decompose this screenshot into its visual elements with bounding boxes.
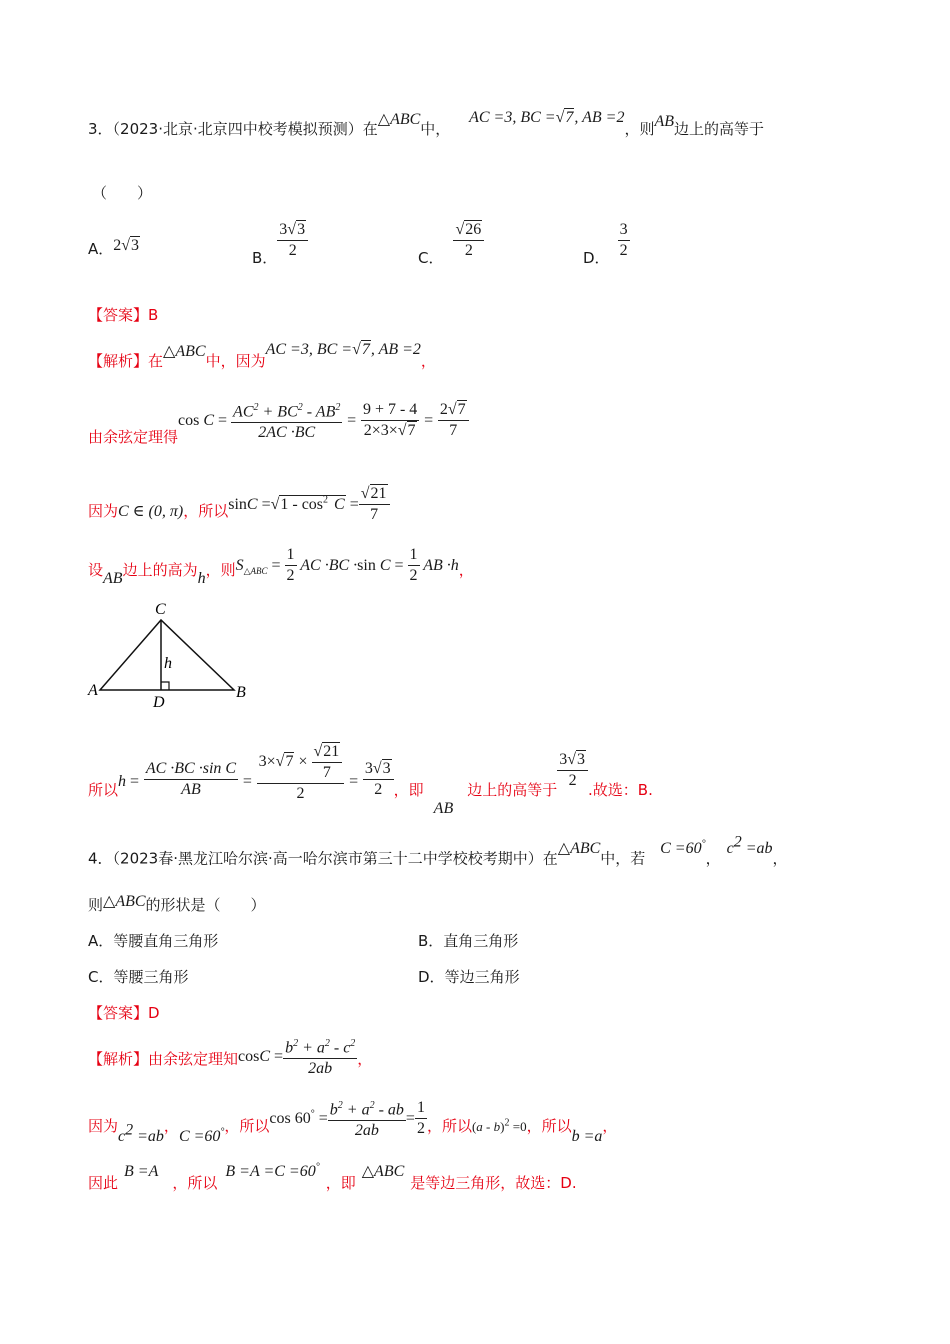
triangle-symbol: △ABC	[103, 893, 146, 910]
q4-stem-line2	[88, 894, 266, 915]
option-value: 等腰三角形	[113, 968, 189, 986]
text: ，所以	[526, 1117, 572, 1136]
text: ，所以	[224, 1117, 270, 1136]
h-formula: h = $\frac{\text{AC ·BC ·sin C}}{AB}$ = 3×√7 × $\frac{√21}{7}$ 2 = $\frac{3√3}{2}$	[118, 742, 394, 804]
text: ，则	[205, 561, 236, 579]
ab-symbol: AB	[433, 800, 454, 817]
triangle-diagram	[84, 598, 254, 710]
option-value: $\frac{√26}{2}$	[453, 220, 484, 261]
text: 由余弦定理得	[88, 428, 179, 446]
text: 边上的高为	[122, 561, 198, 579]
vertex-c-label: C	[155, 601, 166, 618]
q3-analysis-line1: 【解析】在△ABC中，因为AC =3, BC =√7, AB =2，	[88, 341, 436, 370]
text: 则	[88, 896, 104, 914]
option-value: 等边三角形	[444, 968, 520, 986]
formula: C =60°	[178, 1127, 225, 1146]
analysis-label: 【解析】	[88, 1050, 149, 1068]
q4-source: （2023春·黑龙江哈尔滨·高一哈尔滨市第三十二中学校校考期中）在	[112, 849, 558, 868]
text: 由余弦定理知	[148, 1050, 239, 1068]
q4-analysis-line2: 因为$c^2 =ab$，C =60°，所以cos 60° = $\frac{b^2 + a^2 - ab}{2ab}$ = $\frac{1}{2}$ ，所以(a - b)$^2$ =0，所以b =a，	[88, 1096, 617, 1141]
formula: B =A =C =60°	[225, 1161, 320, 1180]
q3-triangle: △ABC	[377, 111, 421, 128]
q3-given-formula: AC =3, BC =√7, AB =2	[469, 109, 625, 126]
q3-tail1: ，则	[624, 120, 655, 138]
q3-ab: AB	[654, 113, 674, 130]
q3-answer: 【答案】B	[88, 306, 159, 324]
option-label: B．	[418, 932, 444, 950]
foot-d-label: D	[153, 694, 165, 710]
q4-analysis-line1: 【解析】由余弦定理知cosC = $\frac{b^2 + a^2 - c^2}{2ab}$ ，	[88, 1034, 372, 1079]
q4-option-c[interactable]	[88, 966, 189, 987]
text: ，所以	[183, 502, 229, 520]
q4-option-b[interactable]	[418, 930, 518, 951]
cosine-formula: cosC = $\frac{b^2 + a^2 - c^2}{2ab}$	[238, 1034, 357, 1079]
option-value: 2√3	[113, 237, 140, 254]
q4-given-formula: C =60°	[660, 839, 706, 858]
text: ，所以	[172, 1174, 218, 1192]
q4-option-a[interactable]	[88, 930, 218, 951]
text: 中，因为	[205, 352, 266, 370]
q3-number: 3．	[88, 120, 113, 138]
option-label: B．	[252, 249, 278, 267]
q4-answer: 【答案】D	[88, 1004, 160, 1022]
option-label: D．	[418, 968, 445, 986]
ab-symbol: AB	[103, 570, 123, 587]
triangle-symbol: △ABC	[163, 343, 206, 360]
q4-number: 4．	[88, 849, 113, 868]
q3-option-b[interactable]	[252, 220, 308, 267]
option-value: $\frac{3}{2}$	[619, 221, 628, 259]
cosine-formula: cos C = $\frac{AC^2 + BC^2 - AB^2}{2AC \cdot BC}$ = $\frac{9 + 7 - 4}{2\times 3\times√7}$ = $\frac{2√7}{7}$	[178, 398, 469, 443]
text: .故选：B.	[588, 781, 653, 799]
triangle-symbol: △ABC	[557, 840, 601, 858]
option-value: 等腰直角三角形	[113, 932, 219, 950]
option-value: $\frac{3√3}{2}$	[277, 220, 308, 261]
area-formula: $S_{\triangle ABC}$ = $\frac{1}{2}$ AC ·BC ·sin C = $\frac{1}{2}$ AB ·h	[235, 546, 459, 584]
vertex-b-label: B	[236, 684, 246, 701]
formula: B =A	[124, 1163, 159, 1180]
q4-analysis-line3	[88, 1160, 577, 1192]
q3-mid-text: 中，	[420, 120, 451, 138]
text: 设	[88, 561, 104, 579]
analysis-label: 【解析】	[88, 352, 149, 370]
q3-option-a[interactable]	[88, 238, 140, 259]
q3-stem	[88, 109, 765, 139]
q3-paren: （ ）	[92, 184, 153, 202]
text: 是等边三角形，故选：D.	[410, 1174, 577, 1192]
option-label: A．	[88, 932, 114, 950]
q3-tail2: 边上的高等于	[674, 120, 765, 138]
q3-analysis-line5	[88, 742, 653, 817]
q3-source: （2023·北京·北京四中校考模拟预测）在	[112, 120, 378, 138]
text: 因此	[88, 1174, 119, 1192]
triangle-symbol: △ABC	[361, 1163, 405, 1180]
text: ，所以	[426, 1117, 472, 1136]
formula: $c^2 =ab$	[118, 1122, 164, 1146]
option-label: D．	[583, 249, 610, 267]
right-angle-mark	[161, 682, 169, 690]
sine-formula: $\sin C =√1 - \cos^2 C$ = $\frac{√21}{7}$	[228, 484, 389, 525]
q3-option-d[interactable]	[583, 220, 630, 267]
given-formula: AC =3, BC =√7, AB =2	[265, 341, 421, 358]
height-h-label: h	[164, 655, 172, 672]
q4-stem: 4．（2023春·黑龙江哈尔滨·高一哈尔滨市第三十二中学校校考期中）在△ABC中，若 C =60°，$c^2 =ab$，	[88, 834, 788, 868]
text: 边上的高等于	[467, 781, 558, 799]
vertex-a-label: A	[88, 682, 98, 699]
option-label: C．	[88, 968, 114, 986]
text: ，即	[393, 781, 424, 799]
q3-option-c[interactable]	[418, 220, 484, 267]
q4-option-d[interactable]	[418, 966, 520, 987]
option-label: C．	[418, 249, 444, 267]
q4-given-formula2: $c^2 =ab$	[726, 834, 773, 858]
text: ，即	[325, 1174, 356, 1192]
cos60-formula: cos 60° = $\frac{b^2 + a^2 - ab}{2ab}$ = $\frac{1}{2}$	[269, 1096, 427, 1141]
text: 所以	[88, 781, 119, 799]
formula: b =a	[571, 1128, 603, 1146]
q3-analysis-line4: 设AB边上的高为h，则$S_{\triangle ABC}$ = $\frac{1}{2}$ AC ·BC ·sin C = $\frac{1}{2}$ AB ·h，	[88, 546, 474, 587]
text: 的形状是（ ）	[145, 896, 266, 914]
q3-analysis-line2	[88, 398, 469, 446]
text: 中，若	[600, 849, 646, 868]
square-formula: (a - b)$^2$ =0	[471, 1118, 527, 1135]
option-value: 直角三角形	[443, 932, 519, 950]
h-symbol: h	[197, 570, 206, 587]
q3-analysis-line3	[88, 484, 390, 525]
text: 因为	[88, 502, 119, 520]
option-label: A．	[88, 240, 114, 258]
result-fraction: $\frac{3√3}{2}$	[557, 750, 588, 791]
text: 在	[148, 352, 164, 370]
interval-formula: C ∈ (0, π)	[118, 503, 184, 520]
text: 因为	[88, 1117, 119, 1136]
